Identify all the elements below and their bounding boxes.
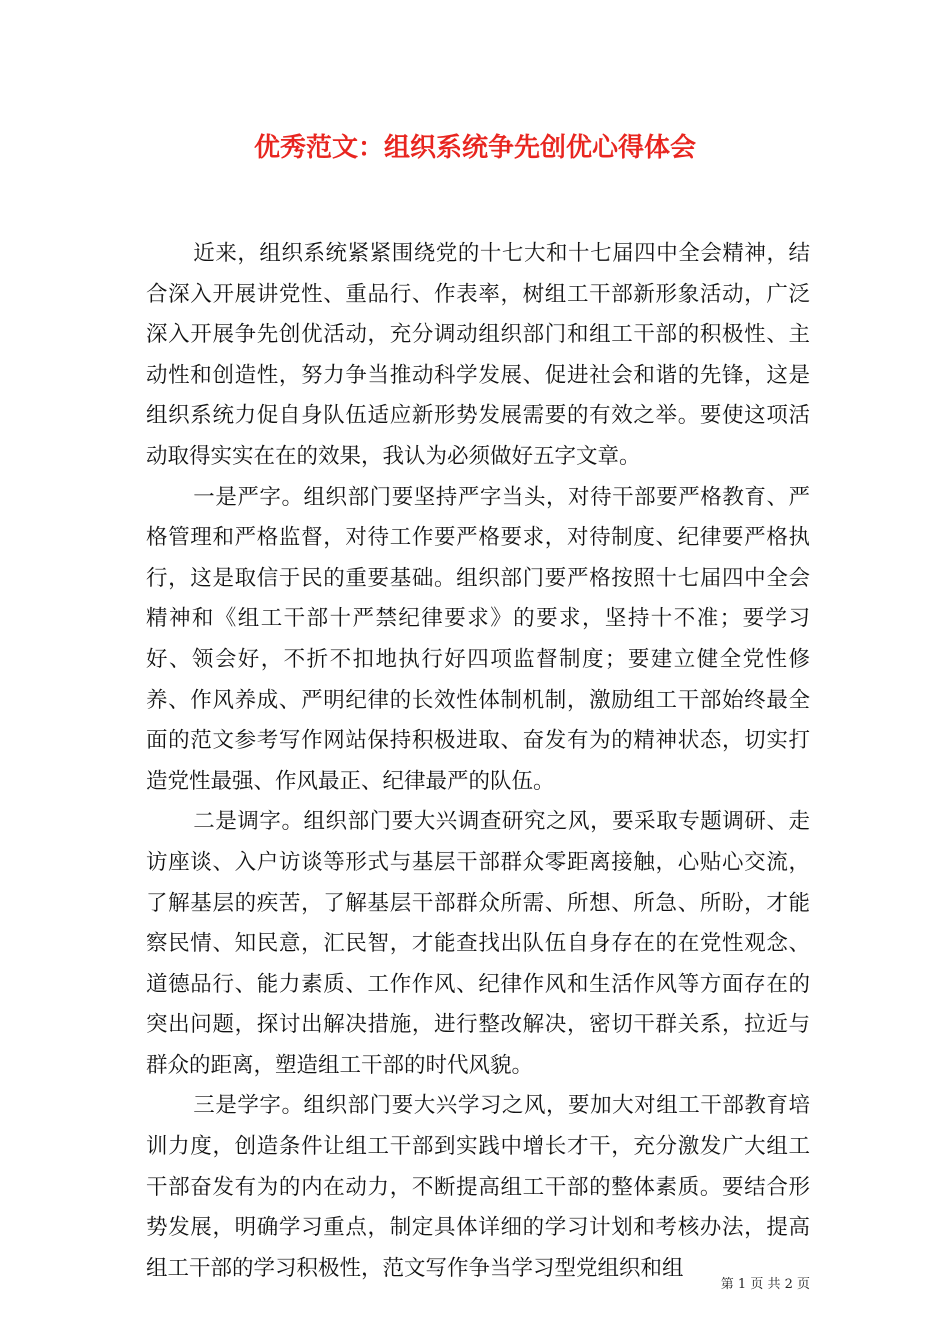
paragraph-diao: 二是调字。组织部门要大兴调查研究之风，要采取专题调研、走访座谈、入户访谈等形式与基层干部群众零距离接触，心贴心交流，了解基层的疾苦，了解基层干部群众所需、所想、所急、所盼，才能察民情、知民意，汇民智，才能查找出队伍自身存在的在党性观念、道德品行、能力素质、工作作风、纪律作风和生活作风等方面存在的突出问题，探讨出解决措施，进行整改解决，密切干群关系，拉近与群众的距离，塑造组工干部的时代风貌。 bbox=[146, 809, 810, 1078]
paragraph-yan: 一是严字。组织部门要坚持严字当头，对待干部要严格教育、严格管理和严格监督，对待工作要严格要求，对待制度、纪律要严格执行，这是取信于民的重要基础。组织部门要严格按照十七届四中全会精神和《组工干部十严禁纪律要求》的要求，坚持十不准；要学习好、领会好，不折不扣地执行好四项监督制度；要建立健全党性修养、作风养成、严明纪律的长效性体制机制，激励组工干部始终最全面的范文参考写作网站保持积极进取、奋发有为的精神状态，切实打造党性最强、作风最正、纪律最严的队伍。 bbox=[146, 484, 810, 794]
paragraph-xue: 三是学字。组织部门要大兴学习之风，要加大对组工干部教育培训力度，创造条件让组工干部到实践中增长才干，充分激发广大组工干部奋发有为的内在动力，不断提高组工干部的整体素质。要结合形势发展，明确学习重点，制定具体详细的学习计划和考核办法，提高组工干部的学习积极性，范文写作争当学习型党组织和组 bbox=[146, 1093, 810, 1281]
document-body bbox=[146, 234, 810, 1289]
page-number-footer: 第 1 页 共 2 页 bbox=[720, 1277, 810, 1292]
paragraph-intro: 近来，组织系统紧紧围绕党的十七大和十七届四中全会精神，结合深入开展讲党性、重品行、作表率，树组工干部新形象活动，广泛深入开展争先创优活动，充分调动组织部门和组工干部的积极性、主动性和创造性，努力争当推动科学发展、促进社会和谐的先锋，这是组织系统力促自身队伍适应新形势发展需要的有效之举。要使这项活动取得实实在在的效果，我认为必须做好五字文章。 bbox=[146, 241, 810, 469]
document-title: 优秀范文：组织系统争先创优心得体会 bbox=[253, 133, 696, 163]
